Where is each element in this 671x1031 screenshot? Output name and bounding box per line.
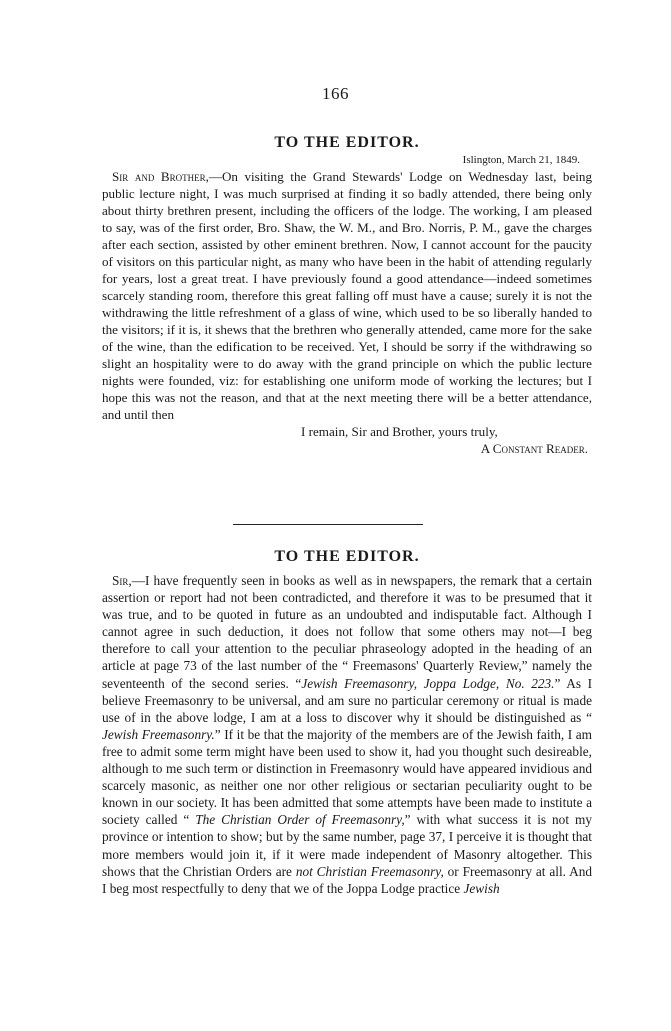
letter-2 [102,548,592,897]
letter-2-body-part-2: ” As I believe Freemasonry to be universal, and am sure no particular ceremony or ritual is made use of in the above lodge, I am at a loss to discover why it should be distinguished as “ [102,675,592,725]
letter-2-italic-2: Jewish Freemasonry. [102,726,215,742]
letter-2-body [102,572,592,897]
letter-2-body-part-1: —I have frequently seen in books as well as in newspapers, the remark that a certain assertion or report had not been contradicted, and therefore it was to be presumed that it was true, and to be quoted in future as an undoubted and indisputable fact. Although I cannot agree in such deduction, it does not follow that some others may not—I beg therefore to call your attention to the peculiar phraseology adopted in the heading of an article at page 73 of the last number of the “ Freemasons' Quarterly Review,” namely the seventeenth of the second series. “ [102,573,592,691]
letter-1-closing: I remain, Sir and Brother, yours truly, [301,424,498,439]
letter-2-italic-5: Jewish [463,880,500,896]
letter-2-body-part-3: ” If it be that the majority of the members are of the Jewish faith, I am free to admit some term might have been used to show it, had you thought such desireable, although to me such term or distinction in Freemasonry would have appeared invidious and scarcely masonic, as neither one nor other religious or sectarian peculiarity ought to be known in our society. It has been admitted that some attempts have been made to institute a society called “ [102,726,592,828]
letter-1-salutation: Sir and Brother, [112,169,209,184]
page-number: 166 [322,84,349,103]
section-divider [233,524,423,525]
letter-2-italic-4: not Christian Freemasonry, [295,863,444,879]
letter-1 [102,134,592,457]
letter-1-signature: A Constant Reader. [480,441,588,456]
letter-2-italic-1: Jewish Freemasonry, Joppa Lodge, No. 223. [301,675,555,691]
letter-2-body-part-4: ” with what success it is not my province or intention to show; but by the same number, page 37, I perceive it is thought that more members would join it, if it were made independent of Masonry altogether. This shows that the Christian Orders are [102,812,592,879]
letter-2-heading: TO THE EDITOR. [274,548,420,565]
letter-1-body [102,168,592,423]
letter-1-dateline: Islington, March 21, 1849. [462,154,580,166]
letter-2-body-part-5: or Freemasonry at all. And I beg most respectfully to deny that we of the Joppa Lodge practice [102,863,592,896]
letter-2-salutation: Sir, [112,573,132,588]
letter-2-italic-3: The Christian Order of Freemasonry, [195,812,405,828]
letter-1-body-text: —On visiting the Grand Stewards' Lodge on Wednesday last, being public lecture night, I was much surprised at finding it so badly attended, there being only about thirty brethren present, including the officers of the lodge. The working, I am pleased to say, was of the first order, Bro. Shaw, the W. M., and Bro. Norris, P. M., gave the charges after each section, assisted by other eminent brethren. Now, I cannot account for the paucity of visitors on this particular night, as many who have been in the habit of attending regularly for years, lost a great treat. I have previously found a good attendance—indeed sometimes scarcely standing room, therefore this great falling off must have a cause; surely it is not the withdrawing the little refreshment of a glass of wine, which used to be so liberally handed to the visitors; if it is, it shews that the brethren who generally attended, came more for the sake of the wine, than the edification to be received. Yet, I should be sorry if the withdrawing so slight an hospitality were to do away with the grand principle on which the public lecture nights were founded, viz: for establishing one uniform mode of working the lectures; but I hope this was not the reason, and that at the next meeting there will be a better attendance, and until then [102,169,592,422]
letter-1-heading: TO THE EDITOR. [274,134,420,151]
